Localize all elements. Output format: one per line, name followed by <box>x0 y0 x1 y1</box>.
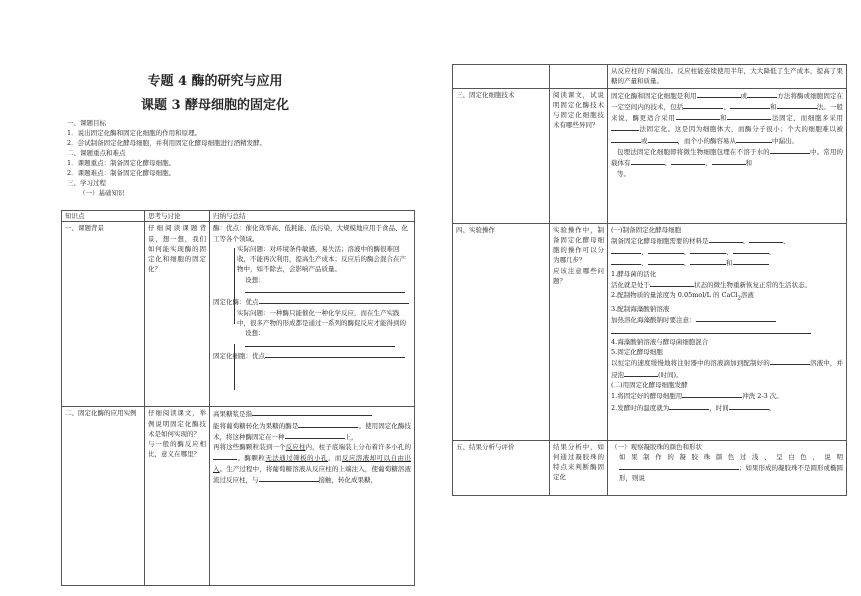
fill-blank <box>631 157 665 165</box>
topic-title: 专题 4 酶的研究与应用 <box>147 74 283 89</box>
fill-blank <box>727 112 771 120</box>
summary-line: 实际问题：一种酶只能催化一种化学反应，而在生产实践中，很多产物的形成都是通过一系列的酶促反应才能得到的 <box>237 308 406 327</box>
table-row <box>453 65 847 89</box>
fill-blank <box>696 314 776 322</box>
fill-blank <box>259 474 319 482</box>
intro-line: 2．课题难点：制备固定化酵母细胞。 <box>67 169 176 177</box>
fill-blank <box>611 135 641 143</box>
fill-blank <box>671 157 705 165</box>
row-question: 实验操作中，制备固定化酵母细胞的操作可以分为哪几步？ 应该注意哪些问题？ <box>550 223 608 440</box>
fill-blank <box>611 123 639 131</box>
fill-blank <box>298 420 358 428</box>
table-row <box>62 222 415 407</box>
fill-blank <box>619 462 739 470</box>
fill-blank <box>736 135 772 143</box>
row-question: 结果分析中，如何通过凝胶珠的特点来判断酶固定化 <box>550 440 608 495</box>
intro-line: 一、课题目标 <box>67 119 106 127</box>
fill-blank <box>712 157 746 165</box>
fill-blank <box>213 452 237 460</box>
row-summary: (一)制备固定化酵母细胞 制备固定化酵母细胞需要的材料是 、 、 、 、 、 、 、 、 和 1.酵母菌的活化 活化就是处于 状态的微生物重新恢复正常的生活状态。 2.配制物质的量浓度为 0.05mol/L 的 CaCl$_2$溶液 3.配制海藻酸钠溶液 加热溶化海藻酸钠时要注意： 4.海藻酸钠溶液与酵母菌细胞混合 5.固定化酵母细胞 以恒定的速度缓慢地将注射器中的溶液滴加到配制好的 溶液中，并浸泡 (时间)。 (二)用固定化酵母细胞发酵 1.将固定好的酵母细胞用 冲洗 2-3 次。 2.发酵时的温度就为 ，时间 。 <box>608 223 847 440</box>
fill-blank <box>747 90 777 98</box>
knowledge-table-right <box>452 64 847 496</box>
intro-line: 1．课题重点：制备固定化酵母细胞。 <box>67 159 176 167</box>
fill-blank <box>676 112 720 120</box>
fill-blank <box>648 135 678 143</box>
row-topic: 一、课题背景 <box>62 222 145 407</box>
row-topic: 四、实验操作 <box>453 223 550 440</box>
fill-blank <box>648 257 684 265</box>
fill-blank <box>611 326 811 334</box>
fill-blank <box>690 246 726 254</box>
intro-line: （一）基础知识 <box>79 189 125 197</box>
fill-blank <box>749 235 783 243</box>
intro-line: 二、课题重点和难点 <box>67 149 126 157</box>
fill-blank <box>669 402 709 410</box>
table-row <box>453 440 847 495</box>
right-page <box>431 0 861 596</box>
fill-blank <box>611 257 641 265</box>
summary-line: 设想： <box>213 275 411 297</box>
fill-blank <box>730 101 770 109</box>
fill-blank <box>770 146 810 154</box>
summary-line: 酶：优点：催化效率高、低耗能、低污染，大规模地应用于食品、化工等各个领域。 <box>213 224 408 243</box>
fill-blank <box>611 246 641 254</box>
fill-blank <box>259 296 409 304</box>
summary-line: 固定化细胞：优点 <box>213 350 411 361</box>
fill-blank <box>683 101 723 109</box>
row-summary: 高果糖浆是指 能将葡萄糖转化为果糖的酶是 。使用固定化酶技术，将这种酶固定在一种 上， 再将这些酶颗粒装到一个反应柱内，柱子底端装上分布着许多小孔的。酶颗粒无法通过筛板的小孔，而反应溶液却可以自由出入。生产过程中，将葡萄糖溶液从反应柱的上端注入，使葡萄糖溶液流过反应柱，与 接触，转化成果糖， <box>210 407 415 586</box>
intro-section <box>67 118 417 198</box>
row-summary: （一）观察凝胶珠的颜色和形状 如果制作的凝胶珠颜色过浅、呈白色，说明；如果形成的凝胶珠不是圆形或椭圆形，则说 <box>608 440 847 495</box>
row-question: 仔细阅读课题背景，想一想，我们如何能实现酶的固定化和细胞的固定化？ <box>145 222 210 407</box>
fill-blank <box>624 369 658 377</box>
fill-blank <box>245 339 395 347</box>
fill-blank <box>650 279 694 287</box>
row-summary: 从反应柱的下端流出。反应柱能连续使用半年，大大降低了生产成本，提高了果糖的产量和质量。 <box>608 65 847 89</box>
fill-blank <box>690 257 726 265</box>
fill-blank <box>285 431 345 439</box>
fill-blank <box>733 257 769 265</box>
header-question: 思考与讨论 <box>145 211 210 222</box>
row-question: 仔细阅读课文，举例说明固定化酶技术是如何实现的？ 与一般的酶反应相比，意义在哪里？ <box>145 407 210 586</box>
knowledge-table-left <box>61 210 415 586</box>
fill-blank <box>252 408 372 416</box>
fill-blank <box>733 246 769 254</box>
row-topic: 五、结果分析与评价 <box>453 440 550 495</box>
header-topic: 知识点 <box>62 211 145 222</box>
summary-line: 设想： <box>213 328 411 350</box>
table-row <box>62 407 415 586</box>
row-summary: 固定化酶和固定化细胞是利用 或 方法将酶或细胞固定在一定空间内的技术，包括 、 和 法。一般来说，酶更适合采用 和 法固定，而细胞多采用法固定化。这是因为细胞体大，而酶分子很小；个大的细胞难以被或 ，而个小的酶容易从 中漏出。 包埋法固定化细胞即将微生物细胞包埋在不溶于水的 中。常用的载体有 、 、 和 等。 <box>608 88 847 223</box>
fill-blank <box>729 402 769 410</box>
row-question: 阅读课文，试说明固定化酶技术与固定化细胞技术有哪些异同？ <box>550 88 608 223</box>
header-summary: 归纳与总结 <box>210 211 415 222</box>
fill-blank <box>697 90 741 98</box>
row-topic: 三、固定化细胞技术 <box>453 88 550 223</box>
lesson-title: 课题 3 酵母细胞的固定化 <box>140 98 290 113</box>
summary-line: 实际问题：对环境条件敏感，易失活；溶液中的酶很难回收，不能再次利用，提高生产成本；反应后的酶会混合在产物中，如不除去，会影响产品质量。 <box>237 244 406 274</box>
intro-line: 2．尝试制备固定化酵母细胞，并利用固定化酵母细胞进行酒精发酵。 <box>67 139 267 147</box>
summary-line: 固定化酶：优点 <box>213 296 411 307</box>
row-topic: 二、固定化酶的应用实例 <box>62 407 145 586</box>
fill-blank <box>770 357 810 365</box>
fill-blank <box>648 246 684 254</box>
left-page <box>0 0 430 596</box>
fill-blank <box>265 350 405 358</box>
row-summary <box>210 222 415 407</box>
fill-blank <box>777 101 817 109</box>
fill-blank <box>245 285 405 293</box>
intro-line: 1．说出固定化酶和固定化细胞的作用和原理。 <box>67 129 202 137</box>
table-header-row <box>62 211 415 222</box>
flow-arrow-line <box>234 344 235 390</box>
intro-line: 三、学习过程 <box>67 179 106 187</box>
table-row <box>453 223 847 440</box>
flow-arrow-line <box>234 248 235 324</box>
fill-blank <box>709 235 743 243</box>
fill-blank <box>682 390 742 398</box>
table-row <box>453 88 847 223</box>
